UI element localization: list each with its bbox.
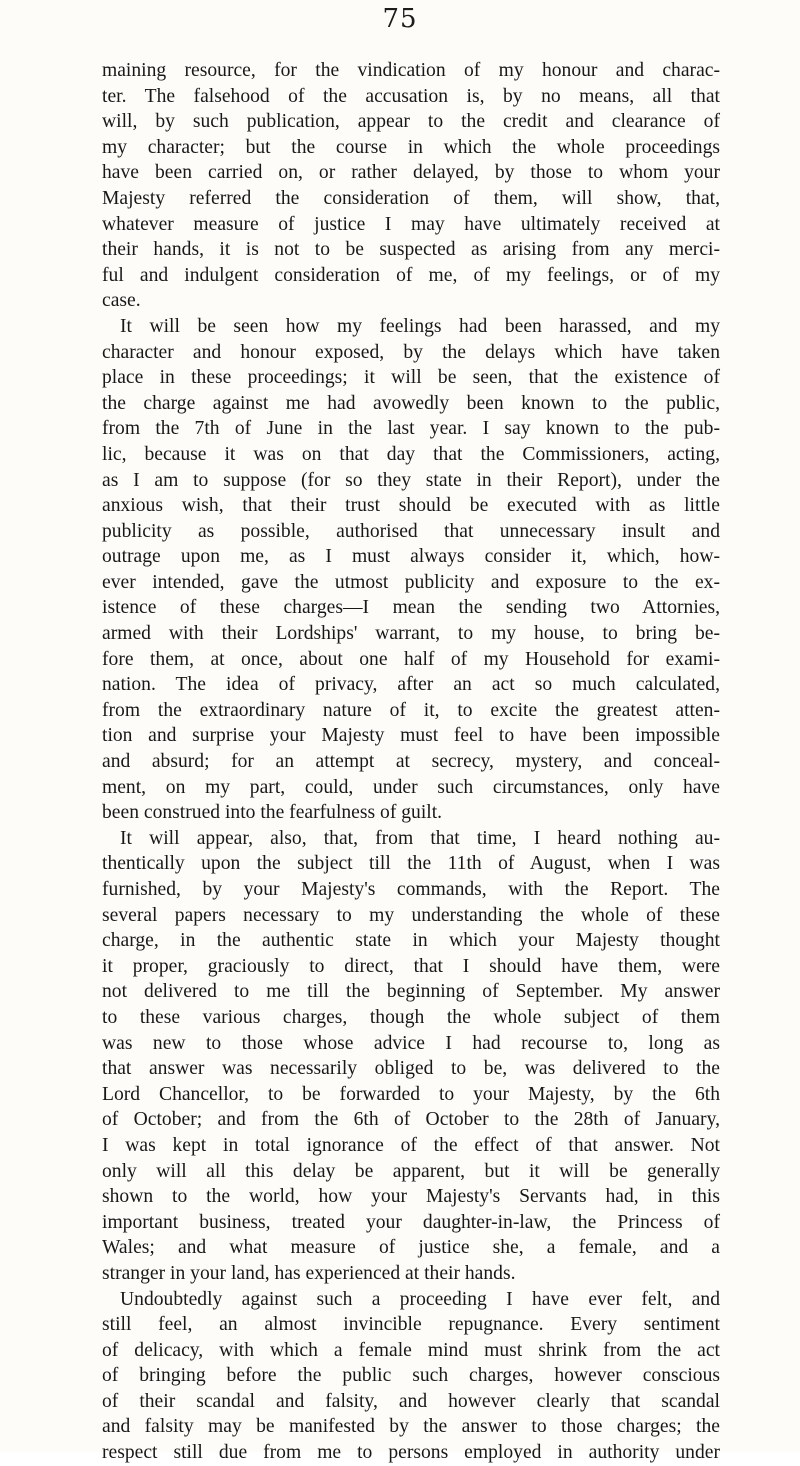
- text-line: It will be seen how my feelings had been harassed, and my: [120, 315, 720, 337]
- text-line: I was kept in total ignorance of the effect of that answer. Not: [102, 1134, 720, 1156]
- text-line: nation. The idea of privacy, after an act so much calculated,: [102, 674, 720, 696]
- text-line: of their scandal and falsity, and however clearly that scandal: [102, 1390, 720, 1412]
- paragraph-1: [102, 58, 720, 314]
- text-line: Undoubtedly against such a proceeding I have ever felt, and: [120, 1288, 720, 1310]
- text-line: ful and indulgent consideration of me, of my feelings, or of my: [102, 264, 720, 286]
- text-line: from the extraordinary nature of it, to excite the greatest atten-: [102, 699, 720, 721]
- text-line: anxious wish, that their trust should be executed with as little: [102, 495, 720, 517]
- text-line: maining resource, for the vindication of my honour and charac-: [102, 60, 720, 81]
- text-line: and falsity may be manifested by the answer to those charges; the: [102, 1416, 720, 1438]
- text-line: will, by such publication, appear to the credit and clearance of: [102, 111, 720, 133]
- text-line: thentically upon the subject till the 11th of August, when I was: [102, 853, 720, 875]
- text-line: Majesty referred the consideration of them, will show, that,: [102, 187, 720, 209]
- text-line: whatever measure of justice I may have ultimately received at: [102, 213, 720, 235]
- text-line: case.: [102, 290, 141, 312]
- text-line: only will all this delay be apparent, but it will be generally: [102, 1160, 720, 1182]
- text-line: important business, treated your daughter-in-law, the Princess of: [102, 1211, 720, 1233]
- text-line: Lord Chancellor, to be forwarded to your Majesty, by the 6th: [102, 1083, 720, 1105]
- paragraph-4: [102, 1287, 720, 1466]
- text-line: have been carried on, or rather delayed, by those to whom your: [102, 162, 720, 184]
- text-line: of delicacy, with which a female mind must shrink from the act: [102, 1339, 720, 1361]
- text-line: of bringing before the public such charges, however conscious: [102, 1365, 720, 1387]
- paragraph-2: [102, 314, 720, 826]
- text-line: outrage upon me, as I must always consider it, which, how-: [102, 546, 720, 568]
- text-line: armed with their Lordships' warrant, to my house, to bring be-: [102, 623, 720, 645]
- text-line: Wales; and what measure of justice she, a female, and a: [102, 1237, 720, 1259]
- text-line: publicity as possible, authorised that unnecessary insult and: [102, 520, 720, 542]
- text-line: several papers necessary to my understanding the whole of these: [102, 904, 720, 926]
- text-line: of October; and from the 6th of October to the 28th of January,: [102, 1109, 720, 1131]
- text-line: it proper, graciously to direct, that I should have them, were: [102, 955, 720, 977]
- text-line: as I am to suppose (for so they state in their Report), under the: [102, 469, 720, 491]
- text-line: and absurd; for an attempt at secrecy, mystery, and conceal-: [102, 751, 720, 773]
- text-line: ter. The falsehood of the accusation is, by no means, all that: [102, 85, 720, 107]
- text-line: istence of these charges—I mean the sending two Attornies,: [102, 597, 720, 619]
- body-text: [102, 58, 720, 1466]
- text-line: shown to the world, how your Majesty's Servants had, in this: [102, 1186, 720, 1208]
- text-line: not delivered to me till the beginning of September. My answer: [102, 981, 720, 1003]
- text-line: charge, in the authentic state in which your Majesty thought: [102, 930, 720, 952]
- text-line: my character; but the course in which the whole proceedings: [102, 136, 720, 158]
- text-line: ment, on my part, could, under such circumstances, only have: [102, 776, 720, 798]
- text-line: character and honour exposed, by the delays which have taken: [102, 341, 720, 363]
- text-line: It will appear, also, that, from that time, I heard nothing au-: [120, 827, 720, 849]
- text-line: the charge against me had avowedly been known to the public,: [102, 392, 720, 414]
- text-line: from the 7th of June in the last year. I say known to the pub-: [102, 418, 720, 440]
- text-line: was new to those whose advice I had recourse to, long as: [102, 1032, 720, 1054]
- text-line: been construed into the fearfulness of guilt.: [102, 802, 443, 824]
- paragraph-3: [102, 826, 720, 1287]
- text-line: their hands, it is not to be suspected as arising from any merci-: [102, 239, 720, 261]
- page-number: 75: [382, 4, 418, 34]
- text-line: ever intended, gave the utmost publicity and exposure to the ex-: [102, 571, 720, 593]
- text-line: that answer was necessarily obliged to be, was delivered to the: [102, 1058, 720, 1080]
- text-line: fore them, at once, about one half of my Household for exami-: [102, 648, 720, 670]
- text-line: to these various charges, though the whole subject of them: [102, 1006, 720, 1028]
- text-line: place in these proceedings; it will be seen, that the existence of: [102, 367, 720, 389]
- text-line: tion and surprise your Majesty must feel to have been impossible: [102, 725, 720, 747]
- text-line: stranger in your land, has experienced at their hands.: [102, 1262, 516, 1284]
- text-line: lic, because it was on that day that the Commissioners, acting,: [102, 443, 720, 465]
- text-line: furnished, by your Majesty's commands, with the Report. The: [102, 879, 720, 900]
- text-line: respect still due from me to persons employed in authority under: [102, 1442, 720, 1464]
- text-line: still feel, an almost invincible repugnance. Every sentiment: [102, 1314, 720, 1336]
